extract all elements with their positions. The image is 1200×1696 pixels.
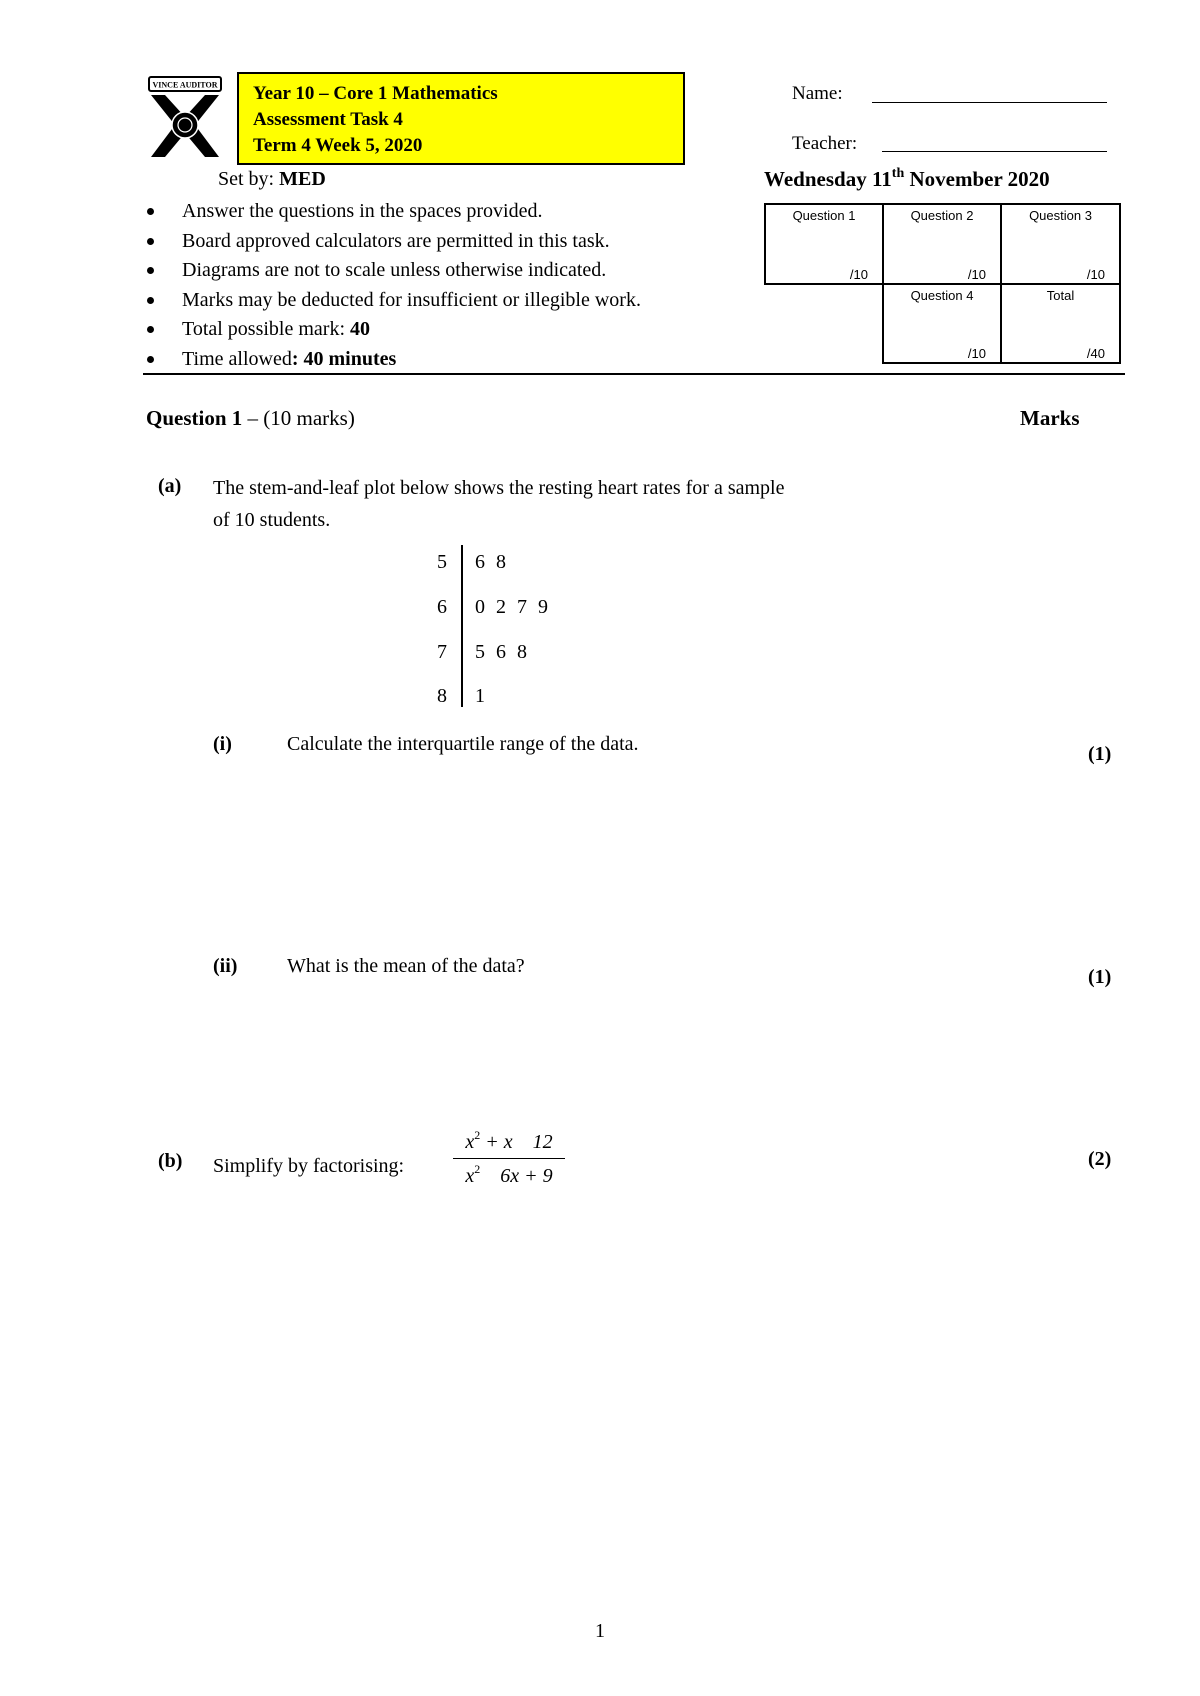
question-1-title: Question 1 (146, 406, 243, 430)
name-field[interactable] (872, 102, 1107, 103)
stem-value: 5 (437, 551, 447, 573)
marks-cell-question-3 (1000, 203, 1121, 285)
bullet-icon (147, 238, 154, 245)
exam-date (764, 166, 1050, 192)
question-1-marks-note: – (10 marks) (242, 406, 355, 430)
numerator-exponent: 2 (474, 1128, 481, 1142)
part-a-i-text: Calculate the interquartile range of the data. (287, 733, 639, 755)
assessment-title-box (237, 72, 685, 165)
stem-value: 7 (437, 641, 447, 663)
task-title: Assessment Task 4 (253, 109, 403, 130)
teacher-field[interactable] (882, 151, 1107, 152)
numerator-rest: + x 12 (480, 1131, 553, 1153)
marks-cell-out-of: /10 (1086, 267, 1105, 282)
leaf-values: 1 (475, 685, 485, 707)
marks-cell-total (1000, 283, 1121, 364)
instruction-item (147, 286, 641, 316)
leaf-values: 0 2 7 9 (475, 596, 548, 618)
stem-value: 8 (437, 685, 447, 707)
part-a-text (213, 472, 784, 536)
marks-cell-question-4 (882, 283, 1002, 364)
stem-and-leaf-plot (425, 545, 645, 707)
part-a-ii-text: What is the mean of the data? (287, 955, 525, 977)
instruction-text: Time allowed (182, 347, 292, 370)
numerator-variable: x (465, 1131, 475, 1153)
marks-cell-question-1 (764, 203, 884, 285)
instruction-item (147, 227, 641, 257)
denominator-variable: x (465, 1165, 475, 1187)
set-by-label: Set by: (218, 168, 280, 190)
marks-cell-out-of: /10 (849, 267, 868, 282)
instruction-bold: 40 (350, 318, 371, 340)
date-ordinal: th (891, 166, 905, 181)
marks-cell-label: Total (1046, 288, 1075, 303)
instruction-text: Total possible mark: (182, 318, 351, 340)
set-by-value: MED (279, 168, 326, 190)
date-rest: November 2020 (904, 167, 1050, 191)
svg-text:VINCE AUDITOR: VINCE AUDITOR (152, 80, 218, 90)
part-a-i-marks: (1) (1088, 743, 1112, 765)
date-day: Wednesday 11 (764, 167, 892, 191)
course-title: Year 10 – Core 1 Mathematics (253, 83, 498, 104)
leaf-values: 5 6 8 (475, 641, 527, 663)
name-label: Name: (792, 83, 843, 104)
school-crest-logo (145, 75, 225, 163)
instruction-item (147, 197, 641, 227)
instruction-item (147, 315, 641, 345)
part-a-ii-marks: (1) (1088, 966, 1112, 988)
marks-cell-out-of: /10 (967, 267, 986, 282)
marks-column-heading: Marks (1020, 406, 1080, 430)
instruction-text: Answer the questions in the spaces provided. (182, 200, 543, 222)
denominator-rest: 6x + 9 (480, 1165, 553, 1187)
denominator-exponent: 2 (474, 1162, 481, 1176)
part-a-ii-label: (ii) (213, 955, 238, 977)
marks-cell-label: Question 4 (910, 288, 974, 303)
marks-cell-label: Question 1 (792, 208, 856, 223)
question-1-heading (146, 406, 355, 431)
marks-cell-out-of: /10 (967, 346, 986, 361)
algebraic-fraction (453, 1128, 565, 1188)
instruction-text: Board approved calculators are permitted in this task. (182, 229, 610, 252)
header-divider (143, 373, 1125, 375)
stem-value: 6 (437, 596, 447, 618)
part-b-label: (b) (158, 1150, 183, 1172)
bullet-icon (147, 267, 154, 274)
bullet-icon (147, 208, 154, 215)
instruction-item (147, 256, 641, 286)
part-a-text-line: of 10 students. (213, 509, 331, 531)
part-b-text: Simplify by factorising: (213, 1155, 405, 1177)
instruction-text: Diagrams are not to scale unless otherwise indicated. (182, 259, 607, 281)
instruction-bold: : 40 minutes (291, 347, 397, 370)
instructions-list (147, 197, 641, 374)
bullet-icon (147, 326, 154, 333)
instruction-text: Marks may be deducted for insufficient or illegible work. (182, 288, 641, 311)
part-a-i-label: (i) (213, 733, 232, 755)
teacher-label: Teacher: (792, 133, 858, 154)
bullet-icon (147, 297, 154, 304)
fraction-bar (453, 1158, 565, 1159)
marks-cell-label: Question 2 (910, 208, 974, 223)
marks-cell-out-of: /40 (1086, 346, 1105, 361)
part-a-text-line: The stem-and-leaf plot below shows the resting heart rates for a sample (213, 477, 785, 499)
marks-cell-question-2 (882, 203, 1002, 285)
part-a-label: (a) (158, 475, 182, 497)
term-title: Term 4 Week 5, 2020 (253, 135, 423, 156)
fraction-numerator (453, 1128, 565, 1154)
fraction-denominator (453, 1162, 565, 1188)
marks-cell-label: Question 3 (1029, 208, 1092, 223)
stem-leaf-divider (461, 545, 463, 707)
part-b-marks: (2) (1088, 1148, 1112, 1170)
page-number: 1 (595, 1620, 605, 1642)
leaf-values: 6 8 (475, 551, 506, 573)
set-by (218, 168, 326, 191)
instruction-item (147, 345, 641, 375)
bullet-icon (147, 356, 154, 363)
